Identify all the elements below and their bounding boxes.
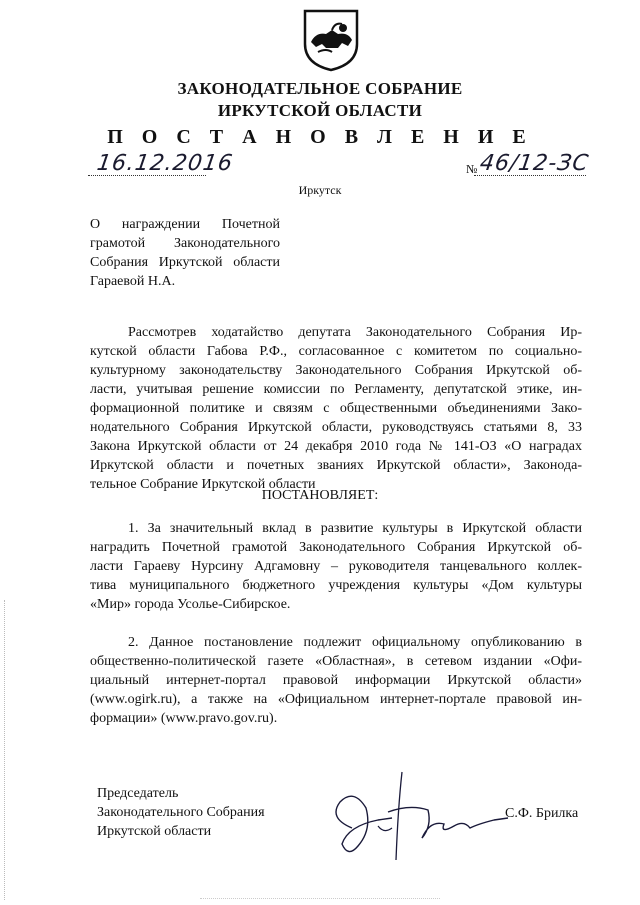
text-line: ласти Гараеву Нурсину Адгамовну – руководителя танцевального коллек- (90, 559, 582, 574)
signatory-name: С.Ф. Брилка (505, 806, 579, 821)
scan-edge-artifact (4, 600, 5, 900)
text-line: Иркутской области и почетных званиях Иркутской области», Законода- (90, 458, 582, 473)
assembly-name-line2: ИРКУТСКОЙ ОБЛАСТИ (217, 101, 423, 120)
text-line: культурному законодательству Законодательного Собрания Иркутской об- (90, 363, 582, 378)
text-line: общественно-политической газете «Областная», в сетевом издании «Офи- (90, 654, 582, 669)
position-line: Законодательного Собрания (97, 805, 265, 820)
number-underline (474, 175, 586, 176)
text-line: ласти, учитывая решение комиссии по Регламенту, депутатской этике, ин- (90, 382, 582, 397)
city: Иркутск (298, 183, 342, 197)
text-line: циальный интернет-портал правовой информации Иркутской области» (90, 673, 582, 688)
item-1-paragraph (90, 519, 582, 614)
handwritten-signature (318, 768, 518, 868)
preamble-paragraph (90, 323, 582, 494)
assembly-name-line1: ЗАКОНОДАТЕЛЬНОЕ СОБРАНИЕ (177, 79, 463, 98)
subject-line: грамотой Законодательного (90, 236, 280, 251)
signatory-position (97, 784, 265, 841)
text-line: Рассмотрев ходатайство депутата Законодательного Собрания Ир- (128, 325, 582, 340)
scan-bottom-artifact (200, 898, 440, 899)
resolve-heading: ПОСТАНОВЛЯЕТ: (261, 488, 379, 503)
text-line: формационной политике и связям с общественными объединениями Зако- (90, 401, 582, 416)
subject-line: Гараевой Н.А. (90, 274, 176, 289)
document-number: 46/12-ЗС (478, 151, 591, 176)
number-label: № (466, 162, 478, 176)
text-line: тельное Собрание Иркутской области (90, 477, 316, 492)
text-line: «Мир» города Усолье-Сибирское. (90, 597, 291, 612)
position-line: Председатель (97, 786, 179, 801)
coat-of-arms-icon (302, 8, 360, 72)
text-line: Закона Иркутской области от 24 декабря 2010 года № 141-ОЗ «О наградах (90, 439, 582, 454)
text-line: кутской области Габова Р.Ф., согласованное с комитетом по социально- (90, 344, 582, 359)
date-underline (88, 175, 206, 176)
text-line: 2. Данное постановление подлежит официальному опубликованию в (128, 635, 582, 650)
position-line: Иркутской области (97, 824, 212, 839)
text-line: тива муниципального бюджетного учреждения культуры «Дом культуры (90, 578, 582, 593)
text-line: 1. За значительный вклад в развитие культуры в Иркутской области (128, 521, 582, 536)
text-line: (www.ogirk.ru), а также на «Официальном интернет-портале правовой ин- (90, 692, 582, 707)
subject-block (90, 215, 280, 291)
subject-line: Собрания Иркутской области (90, 255, 280, 270)
item-2-paragraph (90, 633, 582, 728)
document-type-title: П О С Т А Н О В Л Е Н И Е (107, 126, 533, 148)
text-line: нодательного Собрания Иркутской области, руководствуясь статьями 8, 33 (90, 420, 582, 435)
document-date: 16.12.2016 (95, 151, 235, 176)
subject-line: О награждении Почетной (90, 217, 280, 232)
text-line: наградить Почетной грамотой Законодательного Собрания Иркутской об- (90, 540, 582, 555)
text-line: формации» (www.pravo.gov.ru). (90, 711, 278, 726)
